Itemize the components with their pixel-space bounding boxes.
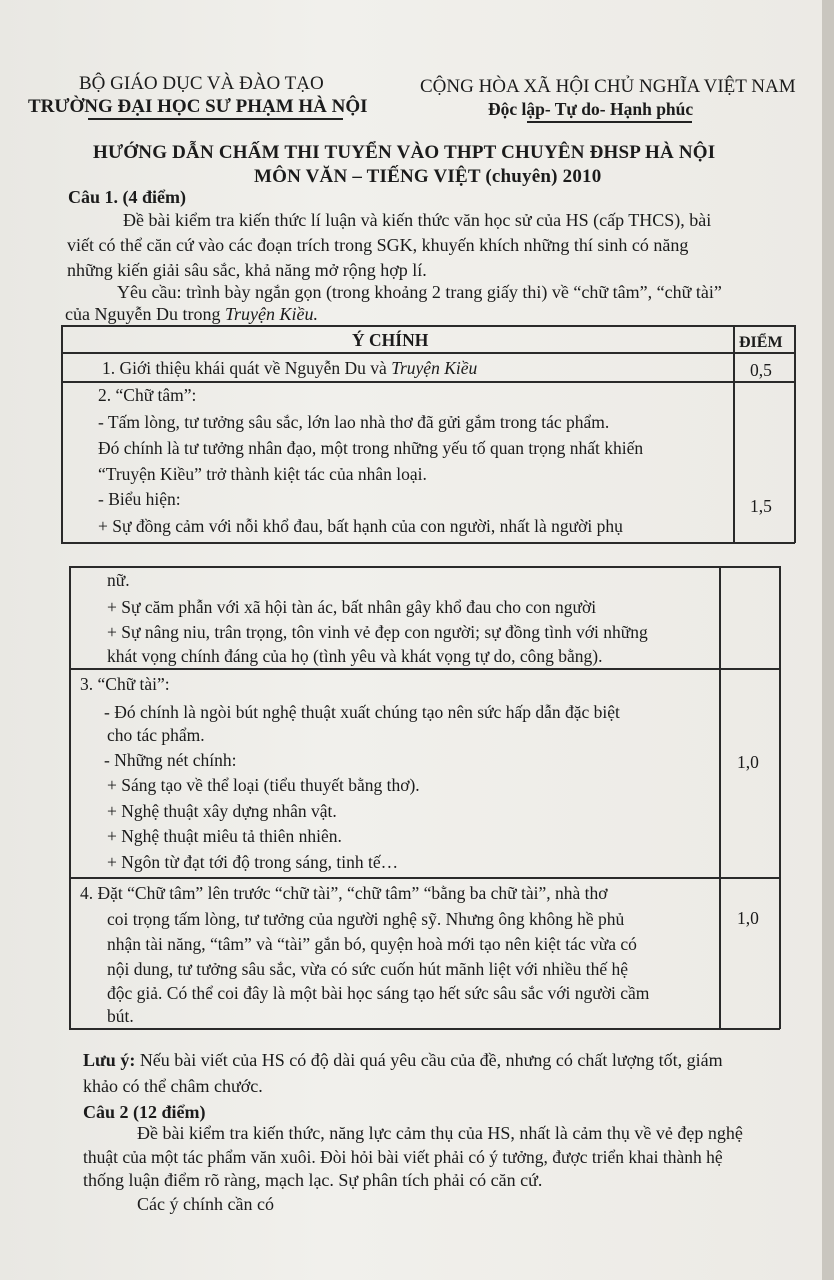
row3-line: + Sáng tạo về thể loại (tiểu thuyết bằng thơ). <box>107 775 420 795</box>
row2-cont-line: + Sự nâng niu, trân trọng, tôn vinh vẻ đẹp con người; sự đồng tình với những <box>107 622 648 642</box>
score-row-4: 1,0 <box>737 908 759 928</box>
row4-line: nhận tài năng, “tâm” và “tài” gắn bó, quyện hoà mới tạo nên kiệt tác vừa có <box>107 934 637 954</box>
row2-cont-line: + Sự căm phẫn với xã hội tàn ác, bất nhân gây khổ đau cho con người <box>107 597 597 617</box>
row2-line: 2. “Chữ tâm”: <box>98 385 197 405</box>
row3-line: + Nghệ thuật miêu tả thiên nhiên. <box>107 826 342 846</box>
row3-line: 3. “Chữ tài”: <box>80 674 170 694</box>
document-title: HƯỚNG DẪN CHẤM THI TUYỂN VÀO THPT CHUYÊN ĐHSP HÀ NỘI <box>93 142 716 163</box>
q2-line: thống luận điểm rõ ràng, mạch lạc. Sự phân tích phải có căn cứ. <box>83 1170 543 1190</box>
q1-intro-line: Đề bài kiểm tra kiến thức lí luận và kiến thức văn học sử của HS (cấp THCS), bài <box>123 210 712 230</box>
row2-line: - Biểu hiện: <box>98 489 181 509</box>
row4-line: 4. Đặt “Chữ tâm” lên trước “chữ tài”, “chữ tâm” “bằng ba chữ tài”, nhà thơ <box>80 883 608 903</box>
row2-cont-line: khát vọng chính đáng của họ (tình yêu và khát vọng tự do, công bằng). <box>107 646 603 666</box>
q1-request: Yêu cầu: trình bày ngắn gọn (trong khoảng 2 trang giấy thi) về “chữ tâm”, “chữ tài” <box>117 282 722 302</box>
q2-last-line: Các ý chính cần có <box>137 1194 274 1214</box>
row4-line: coi trọng tấm lòng, tư tưởng của người nghệ sỹ. Nhưng ông không hề phủ <box>107 909 625 929</box>
q1-request-cont: của Nguyễn Du trong Truyện Kiều. <box>65 304 318 324</box>
row3-line: cho tác phẩm. <box>107 725 205 745</box>
q1-intro-line: những kiến giải sâu sắc, khả năng mở rộng hợp lí. <box>67 260 427 280</box>
row4-line: nội dung, tư tưởng sâu sắc, vừa có sức cuốn hút mãnh liệt với nhiều thế hệ <box>107 959 629 979</box>
row3-line: + Ngôn từ đạt tới độ trong sáng, tinh tế… <box>107 852 399 872</box>
row2-line: “Truyện Kiều” trở thành kiệt tác của nhân loại. <box>98 464 427 484</box>
table-row-1: 1. Giới thiệu khái quát về Nguyễn Du và Truyện Kiều <box>102 358 478 378</box>
university-name: TRƯỜNG ĐẠI HỌC SƯ PHẠM HÀ NỘI <box>28 96 368 117</box>
score-row-1: 0,5 <box>750 360 772 380</box>
table-header-main: Ý CHÍNH <box>352 330 429 350</box>
q2-line: thuật của một tác phẩm văn xuôi. Đòi hỏi bài viết phải có ý tưởng, được triển khai thành hệ <box>83 1147 723 1167</box>
motto: Độc lập- Tự do- Hạnh phúc <box>488 99 694 119</box>
country-name: CỘNG HÒA XÃ HỘI CHỦ NGHĨA VIỆT NAM <box>420 76 796 97</box>
page-edge-shadow <box>822 0 834 1280</box>
q2-heading: Câu 2 (12 điểm) <box>83 1102 206 1122</box>
row3-line: - Những nét chính: <box>104 750 237 770</box>
q1-intro-line: viết có thể căn cứ vào các đoạn trích trong SGK, khuyến khích những thí sinh có năng <box>67 235 689 255</box>
note-line: Lưu ý: Nếu bài viết của HS có độ dài quá yêu cầu của đề, nhưng có chất lượng tốt, giám <box>83 1050 723 1070</box>
ministry-name: BỘ GIÁO DỤC VÀ ĐÀO TẠO <box>79 73 324 94</box>
row2-line: Đó chính là tư tưởng nhân đạo, một trong những yếu tố quan trọng nhất khiến <box>98 438 644 458</box>
row2-line: + Sự đồng cảm với nỗi khổ đau, bất hạnh của con người, nhất là người phụ <box>98 516 623 536</box>
row4-line: bút. <box>107 1006 134 1026</box>
note-line: khảo có thể châm chước. <box>83 1076 263 1096</box>
row3-line: - Đó chính là ngòi bút nghệ thuật xuất chúng tạo nên sức hấp dẫn đặc biệt <box>104 702 620 722</box>
q2-line: Đề bài kiểm tra kiến thức, năng lực cảm thụ của HS, nhất là cảm thụ về vẻ đẹp nghệ <box>137 1123 743 1143</box>
row2-line: - Tấm lòng, tư tưởng sâu sắc, lớn lao nhà thơ đã gửi gắm trong tác phẩm. <box>98 412 610 432</box>
document-subtitle: MÔN VĂN – TIẾNG VIỆT (chuyên) 2010 <box>254 166 602 187</box>
header-left-underline <box>88 118 343 120</box>
row4-line: độc giả. Có thể coi đây là một bài học sáng tạo hết sức sâu sắc với người cầm <box>107 983 650 1003</box>
score-row-3: 1,0 <box>737 752 759 772</box>
row3-line: + Nghệ thuật xây dựng nhân vật. <box>107 801 337 821</box>
motto-underline <box>527 121 692 123</box>
table-header-score: ĐIỂM <box>739 334 783 351</box>
q1-heading: Câu 1. (4 điểm) <box>68 187 186 207</box>
row2-cont-line: nữ. <box>107 570 130 590</box>
score-row-2: 1,5 <box>750 496 772 516</box>
